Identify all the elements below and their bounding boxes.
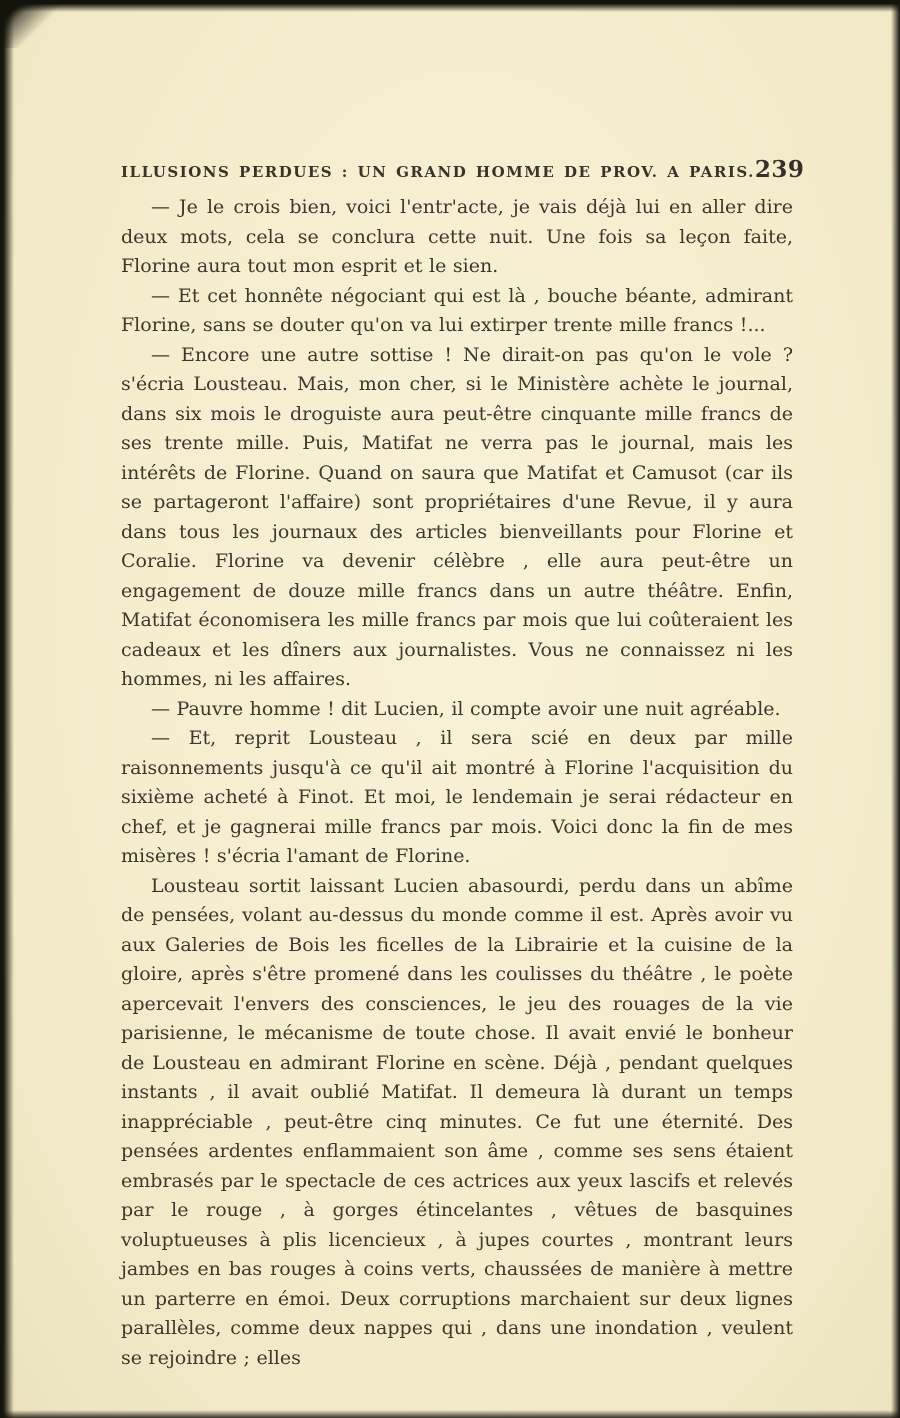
paragraph-dialogue-3: — Encore une autre sottise ! Ne dirait-on pas qu'on le vole ? s'écria Lousteau. Mais, mon cher, si le Ministère achète le journal, dans six mois le droguiste aura peut-être cinquante mille francs de ses trente mille. Puis, Matifat ne verra pas le journal, mais les intérêts de Florine. Quand on saura que Matifat et Camusot (car ils se partageront l'affaire) sont propriétaires d'une Revue, il y aura dans tous les journaux des articles bienveillants pour Florine et Coralie. Florine va devenir célèbre , elle aura peut-être un engagement de douze mille francs dans un autre théâtre. Enfin, Matifat économisera les mille francs par mois que lui coûteraient les cadeaux et les dîners aux journalistes. Vous ne connaissez ni les hommes, ni les affaires.: [121, 343, 793, 690]
page-number: 239: [754, 156, 805, 183]
running-title: ILLUSIONS PERDUES : UN GRAND HOMME DE PROV. A PARIS.: [121, 163, 755, 181]
scan-edge-left: [0, 0, 14, 1418]
paragraph-dialogue-5: — Et, reprit Lousteau , il sera scié en deux par mille raisonnements jusqu'à ce qu'il ait montré à Florine l'acquisition du sixième acheté à Finot. Et moi, le lendemain je serai rédacteur en chef, et je gagnerai mille francs par mois. Voici donc la fin de mes misères ! s'écria l'amant de Florine.: [121, 727, 793, 867]
paragraph-narrative: Lousteau sortit laissant Lucien abasourdi, perdu dans un abîme de pensées, volant au-dessus du monde comme il est. Après avoir vu aux Galeries de Bois les ficelles de la Librairie et la cuisine de la gloire, après s'être promené dans les coulisses du théâtre , le poète apercevait l'envers des consciences, le jeu des rouages de la vie parisienne, le mécanisme de toute chose. Il avait envié le bonheur de Lousteau en admirant Florine en scène. Déjà , pendant quelques instants , il avait oublié Matifat. Il demeura là durant un temps inappréciable , peut-être cinq minutes. Ce fut une éternité. Des pensées ardentes enflammaient son âme , comme ses sens étaient embrasés par le spectacle de ces actrices aux yeux lascifs et relevés par le rouge , à gorges étincelantes , vêtues de basquines voluptueuses à plis licencieux , à jupes courtes , montrant leurs jambes en bas rouges à coins verts, chaussées de manière à mettre un parterre en émoi. Deux corruptions marchaient sur deux lignes parallèles, comme deux nappes qui , dans une inondation , veulent se rejoindre ; elles: [121, 874, 793, 1369]
scan-edge-top: [0, 0, 900, 12]
scan-corner-top-left: [0, 0, 90, 48]
paragraph-dialogue-1: — Je le crois bien, voici l'entr'acte, je vais déjà lui en aller dire deux mots, cela se conclura cette nuit. Une fois sa leçon faite, Florine aura tout mon esprit et le sien.: [121, 196, 793, 277]
paragraph-dialogue-2: — Et cet honnête négociant qui est là , bouche béante, admirant Florine, sans se douter qu'on va lui extirper trente mille francs !...: [121, 284, 793, 336]
scan-edge-bottom: [0, 1410, 900, 1418]
scan-edge-right: [891, 0, 900, 1418]
running-header: [121, 156, 805, 183]
page-text-block: [121, 156, 805, 1373]
paragraph-dialogue-4: — Pauvre homme ! dit Lucien, il compte avoir une nuit agréable.: [151, 697, 781, 720]
